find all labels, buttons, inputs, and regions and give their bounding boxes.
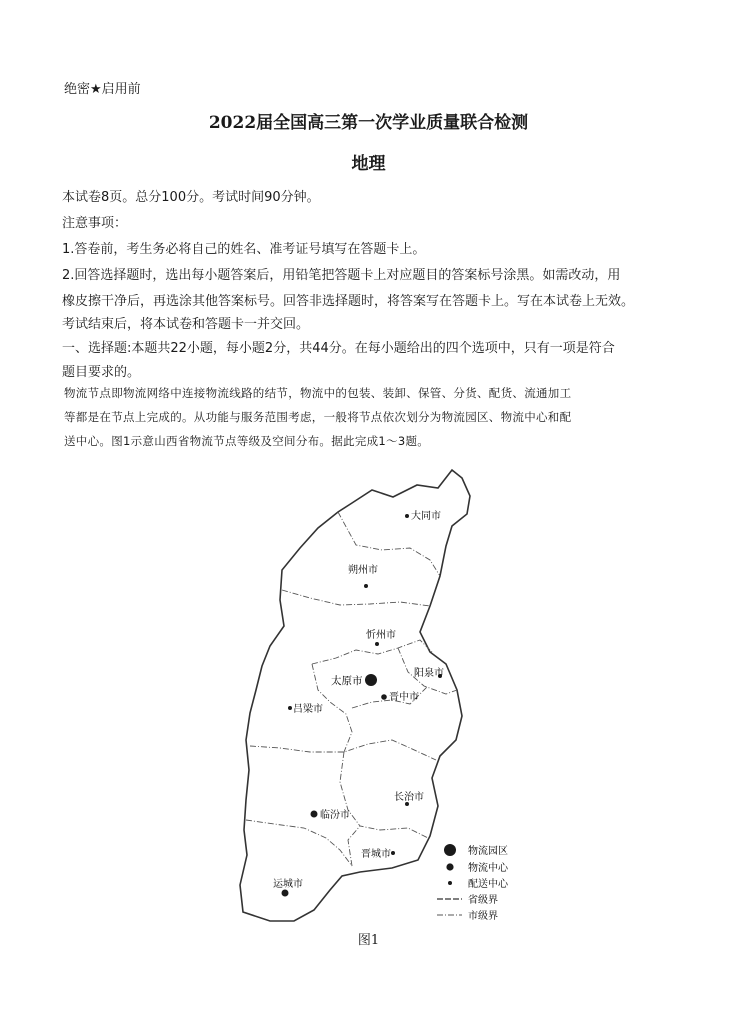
svg-text:吕梁市: 吕梁市 <box>293 704 323 715</box>
city-xinzhou <box>366 628 396 646</box>
city-datong <box>405 509 441 522</box>
section-line-2: 题目要求的。 <box>62 365 141 380</box>
note-2-line-1: 2.回答选择题时，选出每小题答案后，用铅笔把答题卡上对应题目的答案标号涂黑。如需改动，用 <box>62 268 621 283</box>
exam-title: 2022届全国高三第一次学业质量联合检测 <box>208 113 529 133</box>
secret-mark: 绝密★启用前 <box>64 82 141 97</box>
section-line-1: 一、选择题:本题共22小题，每小题2分，共44分。在每小题给出的四个选项中，只有一项是符合 <box>62 341 615 356</box>
svg-text:临汾市: 临汾市 <box>320 810 350 821</box>
svg-text:朔州市: 朔州市 <box>348 565 378 576</box>
map-legend <box>437 844 509 922</box>
passage-line-2: 等都是在节点上完成的。从功能与服务范围考虑，一般将节点依次划分为物流园区、物流中心和配 <box>64 410 572 424</box>
passage-line-1: 物流节点即物流网络中连接物流线路的结节，物流中的包装、装卸、保管、分货、配货、流通加工 <box>64 386 572 400</box>
province-outline <box>240 470 470 921</box>
legend-center <box>446 861 509 874</box>
legend-province-border <box>437 893 498 906</box>
note-3: 考试结束后，将本试卷和答题卡一并交回。 <box>62 317 310 332</box>
svg-text:长治市: 长治市 <box>394 792 424 803</box>
subject-title: 地理 <box>351 154 386 174</box>
legend-distribution <box>448 877 509 890</box>
city-yangquan <box>414 666 444 679</box>
notes-heading: 注意事项： <box>62 216 128 231</box>
city-jincheng <box>361 847 395 860</box>
svg-text:阳泉市: 阳泉市 <box>414 668 444 679</box>
svg-text:忻州市: 忻州市 <box>366 630 396 641</box>
svg-text:太原市: 太原市 <box>331 675 363 687</box>
svg-text:省级界: 省级界 <box>468 895 498 906</box>
city-taiyuan <box>331 674 377 687</box>
legend-park <box>444 844 508 857</box>
city-jinzhong <box>381 690 419 703</box>
exam-info: 本试卷8页。总分100分。考试时间90分钟。 <box>62 190 320 205</box>
svg-text:大同市: 大同市 <box>411 511 441 522</box>
svg-text:市级界: 市级界 <box>468 911 498 922</box>
city-yuncheng <box>273 877 303 897</box>
note-1: 1.答卷前，考生务必将自己的姓名、准考证号填写在答题卡上。 <box>62 242 426 257</box>
figure-caption: 图1 <box>357 933 380 948</box>
svg-text:物流园区: 物流园区 <box>468 846 508 857</box>
city-linfen <box>311 808 351 821</box>
svg-text:运城市: 运城市 <box>273 879 303 890</box>
svg-text:晋城市: 晋城市 <box>361 849 391 860</box>
city-changzhi <box>394 790 424 806</box>
legend-city-border <box>437 909 498 922</box>
note-2-line-2: 橡皮擦干净后，再选涂其他答案标号。回答非选择题时，将答案写在答题卡上。写在本试卷上无效。 <box>62 294 635 309</box>
city-shuozhou <box>348 563 378 588</box>
svg-text:晋中市: 晋中市 <box>389 692 419 703</box>
city-lvliang <box>288 702 323 715</box>
passage-line-3: 送中心。图1示意山西省物流节点等级及空间分布。据此完成1～3题。 <box>64 434 430 448</box>
svg-text:物流中心: 物流中心 <box>468 863 508 874</box>
svg-text:配送中心: 配送中心 <box>468 879 508 890</box>
